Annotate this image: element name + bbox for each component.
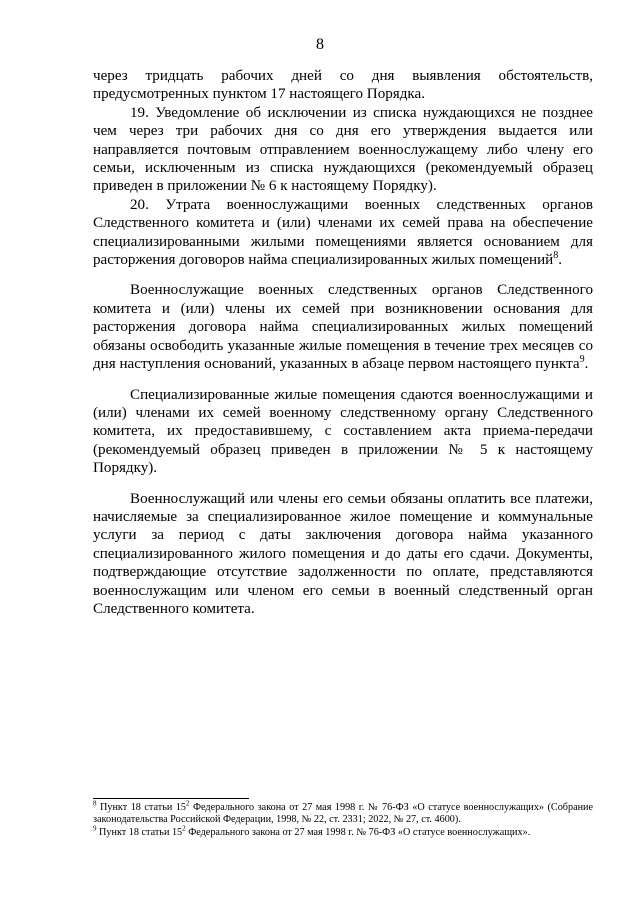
paragraph-text: Военнослужащий или члены его семьи обязаны оплатить все платежи, начисляемые за специализированное жилое помещение и коммунальные услуги за период с даты заключения договора найма указанного специализированного жилого помещения и до даты его сдачи. Документы, подтверждающие отсутствие задолженности по оплате, представляются военнослужащим или членом его семьи в военный следственный орган Следственного комитета.	[93, 490, 593, 617]
paragraph-item-19	[93, 104, 593, 196]
footnote-text: Пункт 18 статьи 15	[100, 802, 186, 813]
paragraph-end: .	[584, 356, 589, 373]
footnote-superscript: 2	[182, 824, 186, 833]
paragraph-payments	[93, 490, 593, 619]
footnote-text: Пункт 18 статьи 15	[99, 826, 183, 838]
footnote-superscript: 2	[185, 799, 190, 808]
footnotes	[93, 799, 594, 839]
footnote-9	[93, 824, 593, 839]
footnote-mark: 9	[93, 824, 97, 833]
paragraph-item-20	[93, 196, 593, 270]
paragraph-vacate	[93, 281, 593, 373]
paragraph-continuation	[93, 67, 593, 104]
paragraph-handover	[93, 386, 593, 478]
footnote-ref-8[interactable]: 8	[553, 250, 559, 262]
footnote-text: Федерального закона от 27 мая 1998 г. № 76-ФЗ «О статусе военнослужащих».	[188, 826, 531, 838]
paragraph-text: через тридцать рабочих дней со дня выявления обстоятельств, предусмотренных пунктом 17 настоящего Порядка.	[93, 68, 593, 103]
page-number: 8	[316, 36, 324, 53]
footnote-ref-9[interactable]: 9	[579, 354, 585, 366]
paragraph-text: 19. Уведомление об исключении из списка нуждающихся не позднее чем через три рабочих дня со дня его утверждения выдается или направляется почтовым отправлением военнослужащему либо члену его семьи, исключенным из списка нуждающихся (рекомендуемый образец приведен в приложении № 6 к настоящему Порядку).	[93, 104, 593, 195]
body-text	[93, 67, 593, 630]
paragraph-text: Военнослужащие военных следственных органов Следственного комитета и (или) члены их семей при возникновении основания для расторжения договора найма специализированных жилых помещений обязаны освободить указанные жилые помещения в течение трех месяцев со дня наступления оснований, указанных в абзаце первом настоящего пункта	[93, 282, 593, 373]
footnote-8	[93, 799, 594, 827]
paragraph-end: .	[558, 252, 563, 269]
footnote-text: Федерального закона от 27 мая 1998 г. № 76-ФЗ «О статусе военнослужащих» (Собрание законодательства Российской Федерации, 1998, № 22, ст. 2331; 2022, № 27, ст. 4600).	[93, 802, 594, 826]
footnote-divider	[93, 798, 249, 799]
footnote-mark: 8	[93, 799, 97, 808]
paragraph-text: Специализированные жилые помещения сдаются военнослужащими и (или) членами их семей военному следственному органу Следственного комитета, их предоставившему, с составлением акта приема-передачи (рекомендуемый образец приведен в приложении № 5 к настоящему Порядку).	[93, 386, 593, 477]
paragraph-text: 20. Утрата военнослужащими военных следственных органов Следственного комитета и (или) членами их семей права на обеспечение специализированными жилыми помещениями является основанием для расторжения договоров найма специализированных жилых помещений	[93, 196, 593, 269]
